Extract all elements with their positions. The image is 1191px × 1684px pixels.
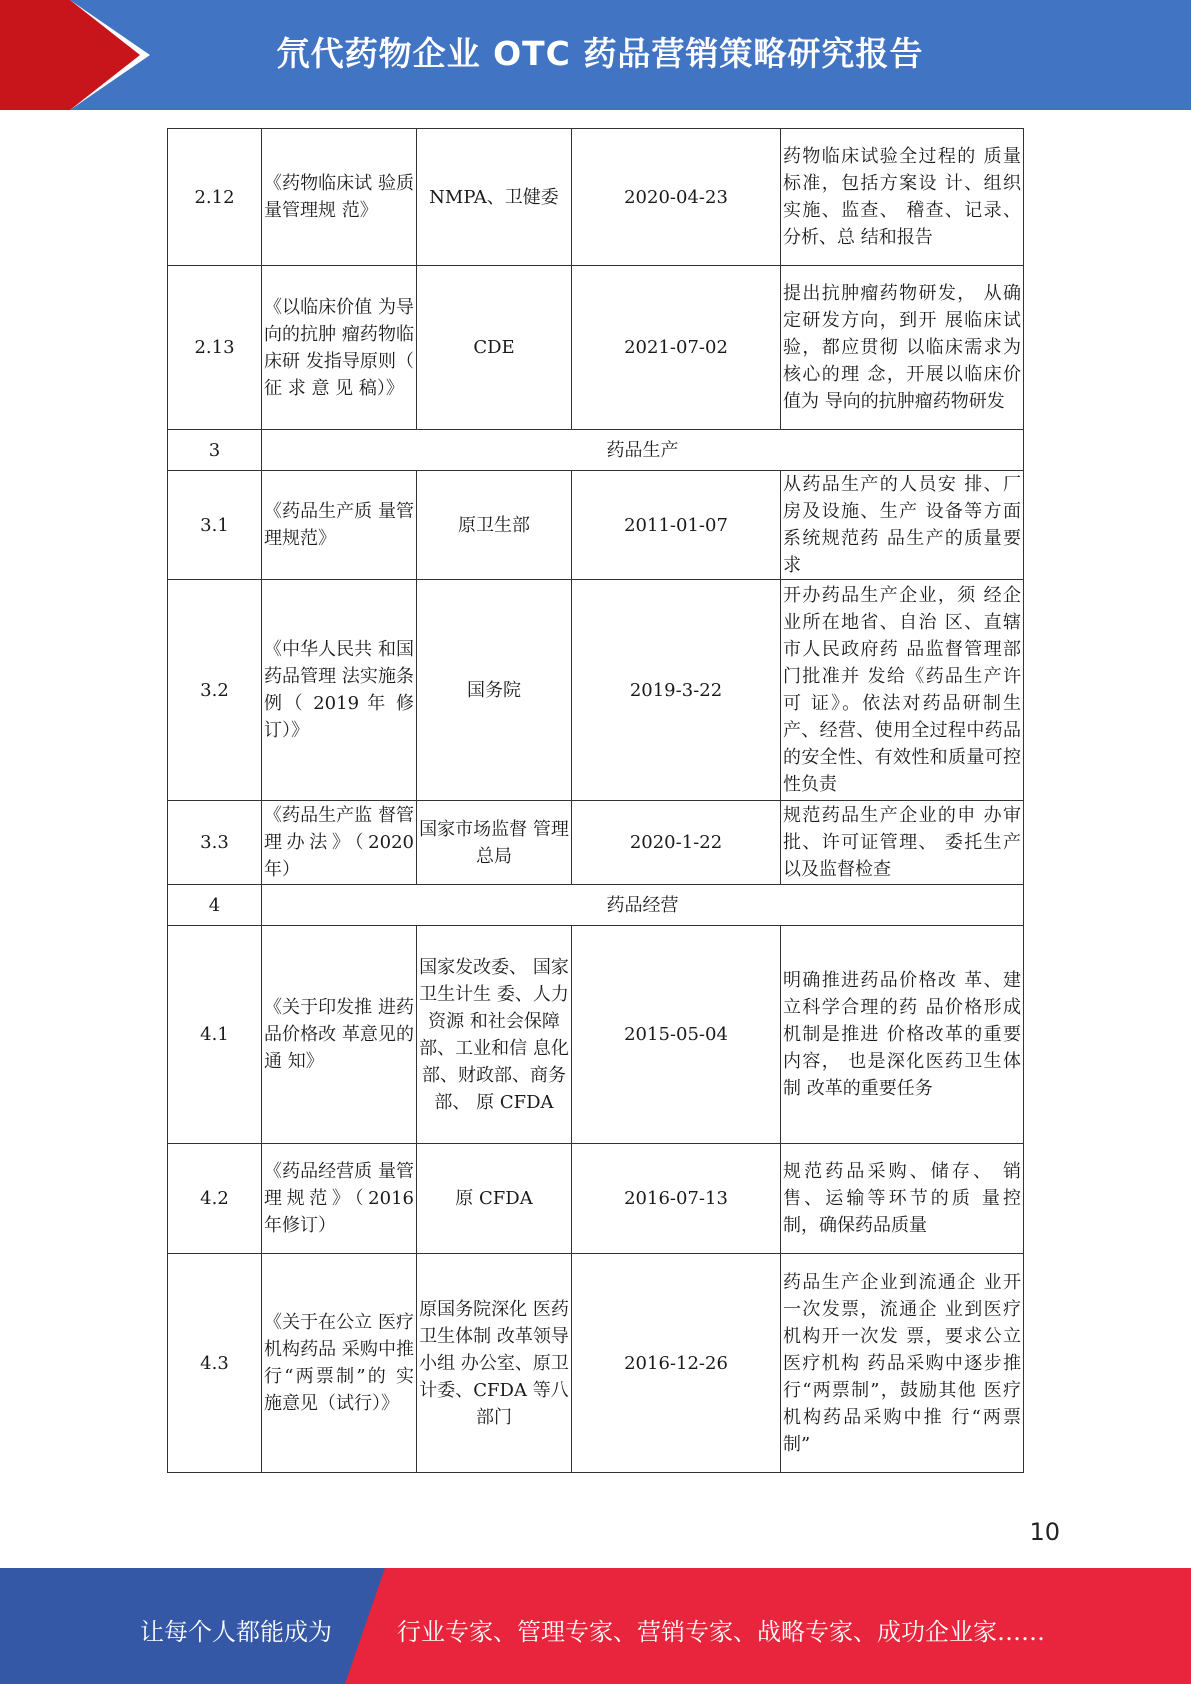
row-number: 2.13 <box>168 266 262 430</box>
footer-slogan-right: 行业专家、管理专家、营销专家、战略专家、成功企业家…… <box>397 1618 1045 1646</box>
row-number: 3.2 <box>168 580 262 801</box>
row-number: 3.3 <box>168 801 262 885</box>
issuing-authority: 原国务院深化 医药卫生体制 改革领导小组 办公室、原卫 计委、CFDA 等八部门 <box>417 1254 572 1473</box>
table-row <box>168 471 1024 580</box>
page-number: 10 <box>1029 1518 1060 1546</box>
row-number: 3.1 <box>168 471 262 580</box>
issuing-authority: 原 CFDA <box>417 1144 572 1254</box>
regulation-description: 药品生产企业到流通企 业开一次发票，流通企 业到医疗机构开一次发 票，要求公立医疗机构 药品采购中逐步推行“两票制”，鼓励其他 医疗机构药品采购中推 行“两票制” <box>781 1254 1024 1473</box>
issue-date: 2015-05-04 <box>572 926 781 1144</box>
header-red-arrow <box>70 0 140 110</box>
footer-slant-divider <box>345 1568 385 1684</box>
row-number: 2.12 <box>168 129 262 266</box>
regulation-description: 明确推进药品价格改 革、建立科学合理的药 品价格形成机制是推进 价格改革的重要内容， 也是深化医药卫生体制 改革的重要任务 <box>781 926 1024 1144</box>
issue-date: 2016-07-13 <box>572 1144 781 1254</box>
table-row <box>168 129 1024 266</box>
section-number: 3 <box>168 430 262 471</box>
page-header <box>0 0 1191 110</box>
regulation-name: 《药品生产质 量管理规范》 <box>262 471 417 580</box>
table-row <box>168 801 1024 885</box>
footer-slogan-left: 让每个人都能成为 <box>140 1618 332 1646</box>
report-title: 氘代药物企业 OTC 药品营销策略研究报告 <box>276 34 924 73</box>
table-row <box>168 1254 1024 1473</box>
regulation-description: 规范药品采购、储存、 销售、运输等环节的质 量控制，确保药品质量 <box>781 1144 1024 1254</box>
row-number: 4.2 <box>168 1144 262 1254</box>
issue-date: 2019-3-22 <box>572 580 781 801</box>
issue-date: 2011-01-07 <box>572 471 781 580</box>
regulation-description: 提出抗肿瘤药物研发， 从确定研发方向，到开 展临床试验，都应贯彻 以临床需求为核心的理 念，开展以临床价值为 导向的抗肿瘤药物研发 <box>781 266 1024 430</box>
issuing-authority: 国家市场监督 管理总局 <box>417 801 572 885</box>
regulation-name: 《中华人民共 和国药品管理 法实施条例（ 2019 年 修订）》 <box>262 580 417 801</box>
regulation-name: 《以临床价值 为导向的抗肿 瘤药物临床研 发指导原则（ 征 求 意 见 稿）》 <box>262 266 417 430</box>
regulation-name: 《关于印发推 进药品价格改 革意见的通 知》 <box>262 926 417 1144</box>
section-title: 药品经营 <box>262 885 1024 926</box>
row-number: 4.1 <box>168 926 262 1144</box>
policy-table <box>167 128 1024 1473</box>
section-title: 药品生产 <box>262 430 1024 471</box>
issuing-authority: CDE <box>417 266 572 430</box>
table-row <box>168 266 1024 430</box>
issuing-authority: NMPA、卫健委 <box>417 129 572 266</box>
header-red-block <box>0 0 70 110</box>
issuing-authority: 国家发改委、 国家卫生计生 委、人力资源 和社会保障 部、工业和信 息化部、财政部、商务部、 原 CFDA <box>417 926 572 1144</box>
regulation-name: 《关于在公立 医疗机构药品 采购中推行“两票制”的 实施意见（试行）》 <box>262 1254 417 1473</box>
regulation-name: 《药品生产监 督管理办法》（2020 年） <box>262 801 417 885</box>
row-number: 4.3 <box>168 1254 262 1473</box>
issue-date: 2020-04-23 <box>572 129 781 266</box>
section-row <box>168 885 1024 926</box>
section-number: 4 <box>168 885 262 926</box>
regulation-description: 开办药品生产企业，须 经企业所在地省、自治 区、直辖市人民政府药 品监督管理部门批准并 发给《药品生产许可 证》。依法对药品研制生 产、经营、使用全过程中药品的安全性、有效性和质量可控性负责 <box>781 580 1024 801</box>
issue-date: 2021-07-02 <box>572 266 781 430</box>
regulation-name: 《药品经营质 量管理规范》（2016 年修订） <box>262 1144 417 1254</box>
regulation-description: 药物临床试验全过程的 质量标准，包括方案设 计、组织实施、监查、 稽查、记录、分析、总 结和报告 <box>781 129 1024 266</box>
table-row <box>168 1144 1024 1254</box>
section-row <box>168 430 1024 471</box>
issuing-authority: 原卫生部 <box>417 471 572 580</box>
regulation-description: 从药品生产的人员安 排、厂房及设施、生产 设备等方面系统规范药 品生产的质量要求 <box>781 471 1024 580</box>
regulation-name: 《药物临床试 验质量管理规 范》 <box>262 129 417 266</box>
issue-date: 2016-12-26 <box>572 1254 781 1473</box>
page-footer <box>0 1568 1191 1684</box>
table-row <box>168 926 1024 1144</box>
issue-date: 2020-1-22 <box>572 801 781 885</box>
issuing-authority: 国务院 <box>417 580 572 801</box>
regulation-description: 规范药品生产企业的申 办审批、许可证管理、 委托生产以及监督检查 <box>781 801 1024 885</box>
table-row <box>168 580 1024 801</box>
